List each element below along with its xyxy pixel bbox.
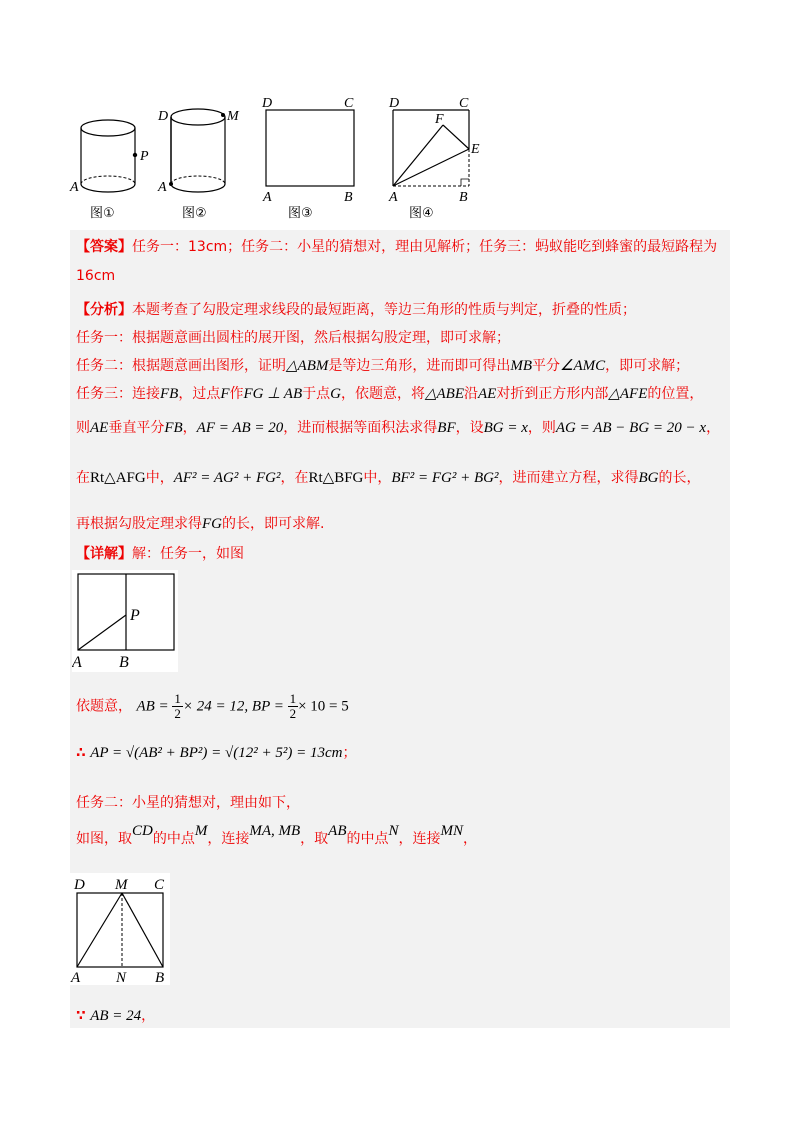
detail-since-line — [76, 1005, 155, 1025]
fig2-label-d: D — [158, 109, 169, 124]
fig3-label-b: B — [344, 190, 353, 205]
math-ab-eq: AB = — [136, 698, 173, 715]
fig6-label-d: D — [74, 877, 85, 893]
detail-intro-line — [76, 543, 244, 563]
analysis-l2-g: ， — [706, 420, 721, 436]
analysis-l3-a: 在 — [76, 470, 90, 486]
figure-square-4 — [385, 94, 495, 223]
math-fb: FB — [160, 386, 179, 402]
take-c: ，连接 — [207, 831, 250, 847]
analysis-task3-e: ，依题意，将 — [340, 386, 425, 402]
math-bp-eq: × 24 = 12, BP = — [182, 698, 288, 715]
math-n: N — [388, 823, 399, 839]
math-bf-squared: BF² = FG² + BG² — [391, 470, 499, 486]
analysis-task3-a: 任务三：连接 — [76, 386, 160, 402]
math-ae-2: AE — [90, 420, 109, 436]
math-bg: BG — [638, 470, 659, 486]
fraction-1-numerator: 1 — [174, 691, 181, 706]
fraction-half-1 — [172, 692, 183, 721]
math-rt-afg: Rt△AFG — [90, 470, 146, 486]
fig4-label-d: D — [389, 96, 400, 111]
analysis-l4-a: 再根据勾股定理求得 — [76, 516, 202, 532]
fig5-label-a: A — [72, 654, 82, 671]
analysis-task3-g: 对折到正方形内部 — [496, 386, 609, 402]
math-rt-bfg: Rt△BFG — [308, 470, 364, 486]
analysis-line-2 — [76, 417, 720, 437]
math-mb: MB — [510, 358, 533, 374]
detail-calc2-end: ； — [342, 745, 357, 761]
figure-cylinder-2 — [155, 100, 250, 223]
analysis-l3-c: ，在 — [280, 470, 309, 486]
math-fb-2: FB — [164, 420, 183, 436]
fig4-label-f: F — [435, 112, 444, 127]
math-m: M — [194, 823, 208, 839]
analysis-l3-d: 中， — [363, 470, 392, 486]
fig3-caption: 图③ — [288, 206, 313, 221]
fig4-label-b: B — [459, 190, 468, 205]
answer-line-2 — [76, 268, 115, 284]
fig5-label-p: P — [130, 607, 140, 624]
math-ab-eq-24: AB = 24 — [90, 1008, 142, 1024]
math-result-5: × 10 = 5 — [298, 698, 349, 715]
analysis-l2-e: ，设 — [455, 420, 484, 436]
answer-line-1 — [76, 236, 717, 256]
fraction-half-2 — [288, 692, 299, 721]
detail-calc2-line — [76, 742, 356, 762]
math-triangle-abe: △ABE — [424, 386, 464, 402]
analysis-l4-b: 的长，即可求解. — [222, 516, 325, 532]
fig4-caption: 图④ — [409, 206, 434, 221]
analysis-l2-d: ，进而根据等面积法求得 — [283, 420, 438, 436]
detail-take-line — [76, 823, 478, 848]
math-ab: AB — [328, 823, 347, 839]
therefore-symbol: ∴ — [76, 745, 86, 761]
answer-text-1: 任务一：13cm；任务二：小星的猜想对，理由见解析；任务三：蚂蚁能吃到蜂蜜的最短路程为 — [132, 239, 718, 255]
analysis-l2-c: ， — [182, 420, 197, 436]
fig1-label-a: A — [70, 180, 79, 195]
fraction-2-numerator: 1 — [289, 691, 297, 706]
figure-rectangle-3 — [258, 94, 368, 223]
math-ag-eq: AG = AB − BG = 20 − x — [555, 420, 707, 436]
fig3-label-d: D — [262, 96, 273, 111]
analysis-task3-f: 沿 — [464, 386, 478, 402]
math-cd: CD — [132, 823, 153, 839]
because-symbol: ∵ — [76, 1008, 86, 1024]
analysis-tag: 【分析】 — [76, 302, 132, 318]
fig6-label-b: B — [155, 970, 165, 985]
analysis-l2-f: ，则 — [527, 420, 556, 436]
fig6-label-a: A — [71, 970, 81, 985]
analysis-task1: 任务一：根据题意画出圆柱的展开图，然后根据勾股定理，即可求解； — [76, 330, 510, 346]
analysis-l3-e: ，进而建立方程，求得 — [498, 470, 639, 486]
math-ma-mb: MA, MB — [249, 823, 301, 839]
math-ap-result: AP = √(AB² + BP²) = √(12² + 5²) = 13cm — [90, 745, 343, 761]
cylinder-2-drawing — [155, 100, 250, 223]
math-angle-amc: ∠AMC — [560, 358, 606, 374]
take-d: ，取 — [300, 831, 329, 847]
detail-intro: 解：任务一，如图 — [132, 546, 244, 562]
fig3-label-a: A — [263, 190, 272, 205]
analysis-task3-b: ，过点 — [178, 386, 221, 402]
take-e: 的中点 — [346, 831, 389, 847]
fraction-2-denominator: 2 — [289, 706, 297, 721]
rectangle-3-drawing — [258, 94, 368, 223]
analysis-task2-c: 平分 — [532, 358, 561, 374]
analysis-l3-b: 中， — [145, 470, 174, 486]
take-f: ，连接 — [398, 831, 441, 847]
fraction-1-denominator: 2 — [174, 706, 181, 721]
math-af-squared: AF² = AG² + FG² — [173, 470, 281, 486]
math-bg-eq-x: BG = x — [483, 420, 528, 436]
analysis-task3-c: 作 — [229, 386, 244, 402]
figure-unrolled-5 — [72, 570, 178, 672]
fig6-label-m: M — [115, 877, 128, 893]
analysis-line-3 — [76, 467, 700, 487]
fig5-label-b: B — [119, 654, 129, 671]
math-af-eq-ab: AF = AB = 20 — [196, 420, 284, 436]
fig2-label-m: M — [227, 109, 239, 124]
analysis-task3-d: 于点 — [302, 386, 331, 402]
figure-cylinder-1 — [68, 108, 158, 223]
analysis-task2-line — [76, 355, 689, 375]
math-bf: BF — [437, 420, 456, 436]
fig1-label-p: P — [140, 149, 149, 164]
fig2-label-a: A — [158, 180, 167, 195]
analysis-task1-line — [76, 327, 510, 347]
math-ae: AE — [478, 386, 497, 402]
analysis-l3-f: 的长， — [658, 470, 701, 486]
math-f: F — [220, 386, 230, 402]
take-a: 如图，取 — [76, 831, 132, 847]
fig2-caption: 图② — [182, 206, 207, 221]
analysis-line-4 — [76, 513, 324, 533]
fig6-label-n: N — [116, 970, 127, 985]
square-4-drawing — [385, 94, 495, 223]
detail-calc1-prefix: 依题意， — [76, 698, 132, 715]
analysis-intro: 本题考查了勾股定理求线段的最短距离，等边三角形的性质与判定，折叠的性质； — [132, 302, 636, 318]
fig4-label-a: A — [389, 190, 398, 205]
fig4-label-c: C — [459, 96, 469, 111]
detail-calc1-line — [76, 692, 349, 721]
math-triangle-abm: △ABM — [286, 358, 329, 374]
detail-task2: 任务二：小星的猜想对，理由如下， — [76, 795, 300, 811]
analysis-task3-h: 的位置， — [647, 386, 704, 402]
analysis-intro-line — [76, 299, 636, 319]
detail-tag: 【详解】 — [76, 546, 132, 562]
math-mn: MN — [440, 823, 464, 839]
fig3-label-c: C — [344, 96, 354, 111]
math-g: G — [330, 386, 341, 402]
unrolled-5-drawing — [72, 570, 178, 672]
fig1-caption: 图① — [90, 206, 115, 221]
analysis-task2-d: ，即可求解； — [605, 358, 690, 374]
analysis-l2-b: 垂直平分 — [108, 420, 165, 436]
answer-text-2: 16cm — [76, 268, 116, 284]
take-g: ， — [463, 831, 478, 847]
analysis-task2-a: 任务二：根据题意画出图形，证明 — [76, 358, 286, 374]
math-fg-perp-ab: FG ⊥ AB — [243, 386, 303, 402]
figure-rectangle-6 — [70, 873, 170, 985]
analysis-task3-line — [76, 383, 703, 403]
rectangle-6-drawing — [70, 873, 170, 985]
analysis-l2-a: 则 — [76, 420, 90, 436]
analysis-task2-b: 是等边三角形，进而即可得出 — [328, 358, 511, 374]
take-b: 的中点 — [152, 831, 195, 847]
math-triangle-afe: △AFE — [608, 386, 648, 402]
answer-tag: 【答案】 — [76, 239, 132, 255]
detail-since-end: ， — [141, 1008, 156, 1024]
fig4-label-e: E — [471, 142, 480, 157]
detail-task2-line — [76, 792, 300, 812]
math-fg: FG — [202, 516, 222, 532]
fig6-label-c: C — [154, 877, 165, 893]
cylinder-1-drawing — [68, 108, 158, 223]
